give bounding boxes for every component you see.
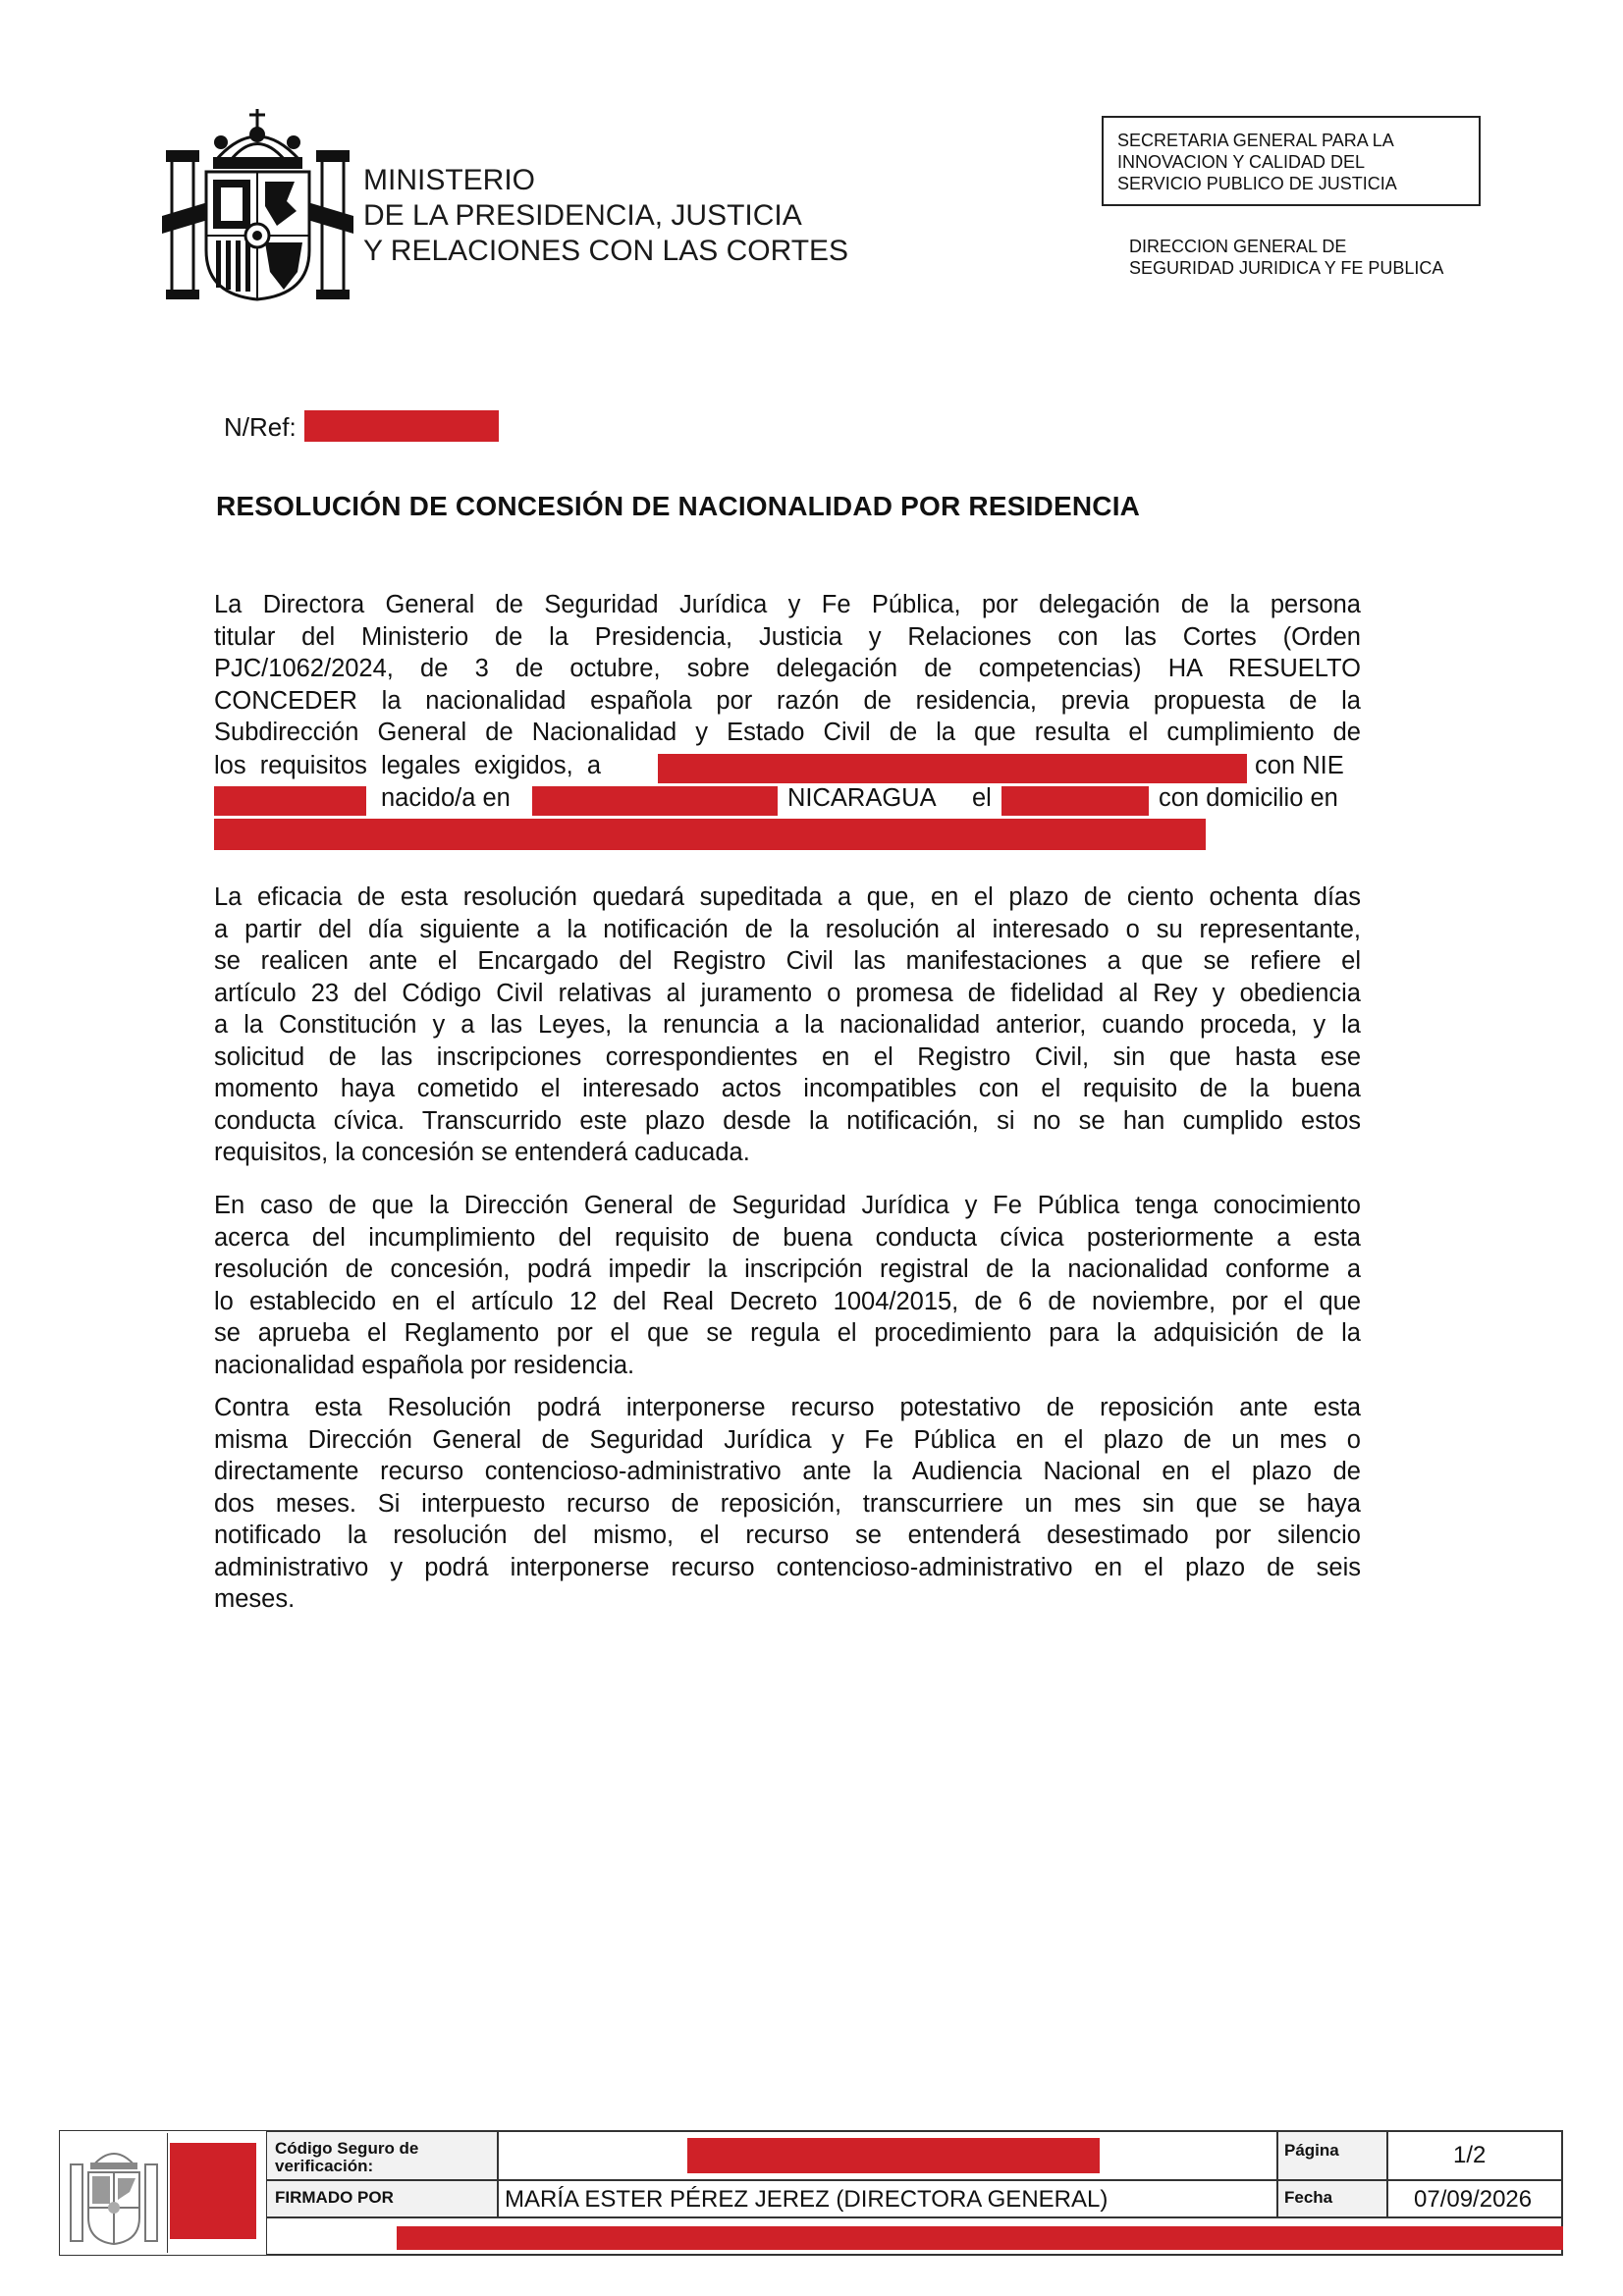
footer-coat-of-arms-icon — [62, 2133, 168, 2253]
ministry-line: DE LA PRESIDENCIA, JUSTICIA — [363, 199, 802, 232]
paragraph-line: lo establecido en el artículo 12 del Real Decreto 1004/2015, de 6 de noviembre, por el que — [214, 1287, 1361, 1315]
fecha-value: 07/09/2026 — [1414, 2186, 1533, 2213]
paragraph-line: artículo 23 del Código Civil relativas al juramento o promesa de fidelidad al Rey y obediencia — [214, 979, 1361, 1007]
paragraph-line-suffix: con NIE — [1255, 752, 1344, 779]
paragraph-line: solicitud de las inscripciones correspondientes en el Registro Civil, sin que hasta ese — [214, 1042, 1361, 1071]
pagina-label-cell — [1277, 2131, 1387, 2180]
firmado-label: FIRMADO POR — [275, 2188, 394, 2207]
paragraph-line: requisitos, la concesión se entenderá caducada. — [214, 1139, 750, 1166]
name-redaction — [658, 754, 1247, 783]
paragraph-line: se realicen ante el Encargado del Registro Civil las manifestaciones a que se refiere el — [214, 947, 1361, 975]
csv-label-cell — [266, 2131, 498, 2180]
ministry-name — [363, 163, 848, 269]
pagina-label: Página — [1284, 2141, 1339, 2160]
paragraph-line: Contra esta Resolución podrá interponerse recurso potestativo de reposición ante esta — [214, 1394, 1361, 1421]
paragraph-line: resolución de concesión, podrá impedir la inscripción registral de la nacionalidad conforme a — [214, 1255, 1361, 1283]
paragraph-line: conducta cívica. Transcurrido este plazo desde la notificación, si no se han cumplido estos — [214, 1106, 1361, 1135]
address-label: con domicilio en — [1159, 784, 1338, 812]
secretaria-line: SERVICIO PUBLICO DE JUSTICIA — [1117, 174, 1397, 193]
birthdate-redaction — [1001, 786, 1149, 816]
reference-label: N/Ref: — [224, 412, 297, 442]
paragraph-line: administrativo y podrá interponerse recurso contencioso-administrativo en el plazo de seis — [214, 1553, 1361, 1581]
secretaria-line: INNOVACION Y CALIDAD DEL — [1117, 152, 1366, 172]
paragraph-line: acerca del incumplimiento del requisito de buena conducta cívica posteriormente a esta — [214, 1223, 1361, 1252]
paragraph-appeal — [214, 1392, 1361, 1616]
paragraph-line: dos meses. Si interpuesto recurso de reposición, transcurriere un mes sin que se haya — [214, 1489, 1361, 1518]
paragraph-line: misma Dirección General de Seguridad Jurídica y Fe Pública en el plazo de un mes o — [214, 1425, 1361, 1454]
paragraph-efficacy — [214, 881, 1361, 1169]
address-redaction — [214, 819, 1206, 850]
direccion-line: SEGURIDAD JURIDICA Y FE PUBLICA — [1129, 258, 1444, 278]
csv-label: Código Seguro de verificación: — [275, 2139, 419, 2175]
secretaria-box — [1102, 116, 1481, 206]
fecha-label-cell — [1277, 2180, 1387, 2217]
pagina-value-cell — [1387, 2131, 1562, 2180]
paragraph-line: notificado la resolución del mismo, el recurso se entenderá desestimado por silencio — [214, 1522, 1361, 1549]
paragraph-line: PJC/1062/2024, de 3 de octubre, sobre delegación de competencias) HA RESUELTO — [214, 655, 1361, 682]
paragraph-line: se aprueba el Reglamento por el que se regula el procedimiento para la adquisición de la — [214, 1319, 1361, 1347]
fecha-value-cell — [1387, 2180, 1562, 2217]
country: NICARAGUA — [787, 784, 937, 812]
paragraph-line: Subdirección General de Nacionalidad y Estado Civil de la que resulta el cumplimiento de — [214, 719, 1361, 746]
paragraph-line: meses. — [214, 1585, 296, 1613]
paragraph-concession — [214, 589, 1361, 749]
page-title: RESOLUCIÓN DE CONCESIÓN DE NACIONALIDAD POR RESIDENCIA — [216, 491, 1141, 521]
paragraph-line: En caso de que la Dirección General de Seguridad Jurídica y Fe Pública tenga conocimiento — [214, 1192, 1361, 1219]
signature-footer — [59, 2130, 1563, 2256]
paragraph-line: directamente recurso contencioso-administrativo ante la Audiencia Nacional en el plazo de — [214, 1458, 1361, 1485]
paragraph-line: nacionalidad española por residencia. — [214, 1351, 635, 1379]
paragraph-line: a la Constitución y a las Leyes, la renuncia a la nacionalidad anterior, cuando proceda, y la — [214, 1011, 1361, 1039]
pagina-value: 1/2 — [1453, 2142, 1487, 2168]
direccion-line: DIRECCION GENERAL DE — [1129, 237, 1347, 256]
reference-redaction — [304, 410, 499, 442]
ministry-line: Y RELACIONES CON LAS CORTES — [363, 235, 849, 267]
paragraph-line: titular del Ministerio de la Presidencia, Justicia y Relaciones con las Cortes (Orden — [214, 622, 1361, 651]
paragraph-line-prefix: los requisitos legales exigidos, a — [214, 752, 602, 779]
csv-code-redaction — [687, 2138, 1100, 2173]
paragraph-line: CONCEDER la nacionalidad española por razón de residencia, previa propuesta de la — [214, 686, 1361, 715]
paragraph-line: La Directora General de Seguridad Jurídica y Fe Pública, por delegación de la persona — [214, 591, 1361, 618]
fecha-label: Fecha — [1284, 2188, 1333, 2207]
verification-url-redaction — [397, 2226, 1563, 2250]
birthplace-redaction — [532, 786, 778, 816]
footer-qr-redaction — [170, 2143, 256, 2239]
coat-of-arms-logo — [162, 103, 353, 304]
date-label: el — [972, 784, 992, 812]
secretaria-line: SECRETARIA GENERAL PARA LA — [1117, 131, 1394, 150]
csv-value-cell — [498, 2131, 1277, 2180]
born-in-label: nacido/a en — [381, 784, 511, 812]
firmado-value: MARÍA ESTER PÉREZ JEREZ (DIRECTORA GENERAL) — [505, 2186, 1109, 2213]
nie-redaction — [214, 786, 366, 816]
paragraph-line: La eficacia de esta resolución quedará supeditada a que, en el plazo de ciento ochenta días — [214, 883, 1361, 911]
paragraph-line: a partir del día siguiente a la notificación de la resolución al interesado o su representante, — [214, 915, 1361, 943]
paragraph-conduct — [214, 1190, 1361, 1381]
paragraph-line: momento haya cometido el interesado actos incompatibles con el requisito de la buena — [214, 1075, 1361, 1102]
firmado-value-cell — [498, 2180, 1277, 2217]
verification-url-cell — [266, 2217, 1562, 2255]
ministry-line: MINISTERIO — [363, 164, 536, 196]
firmado-label-cell — [266, 2180, 498, 2217]
direccion-general — [1129, 236, 1443, 279]
